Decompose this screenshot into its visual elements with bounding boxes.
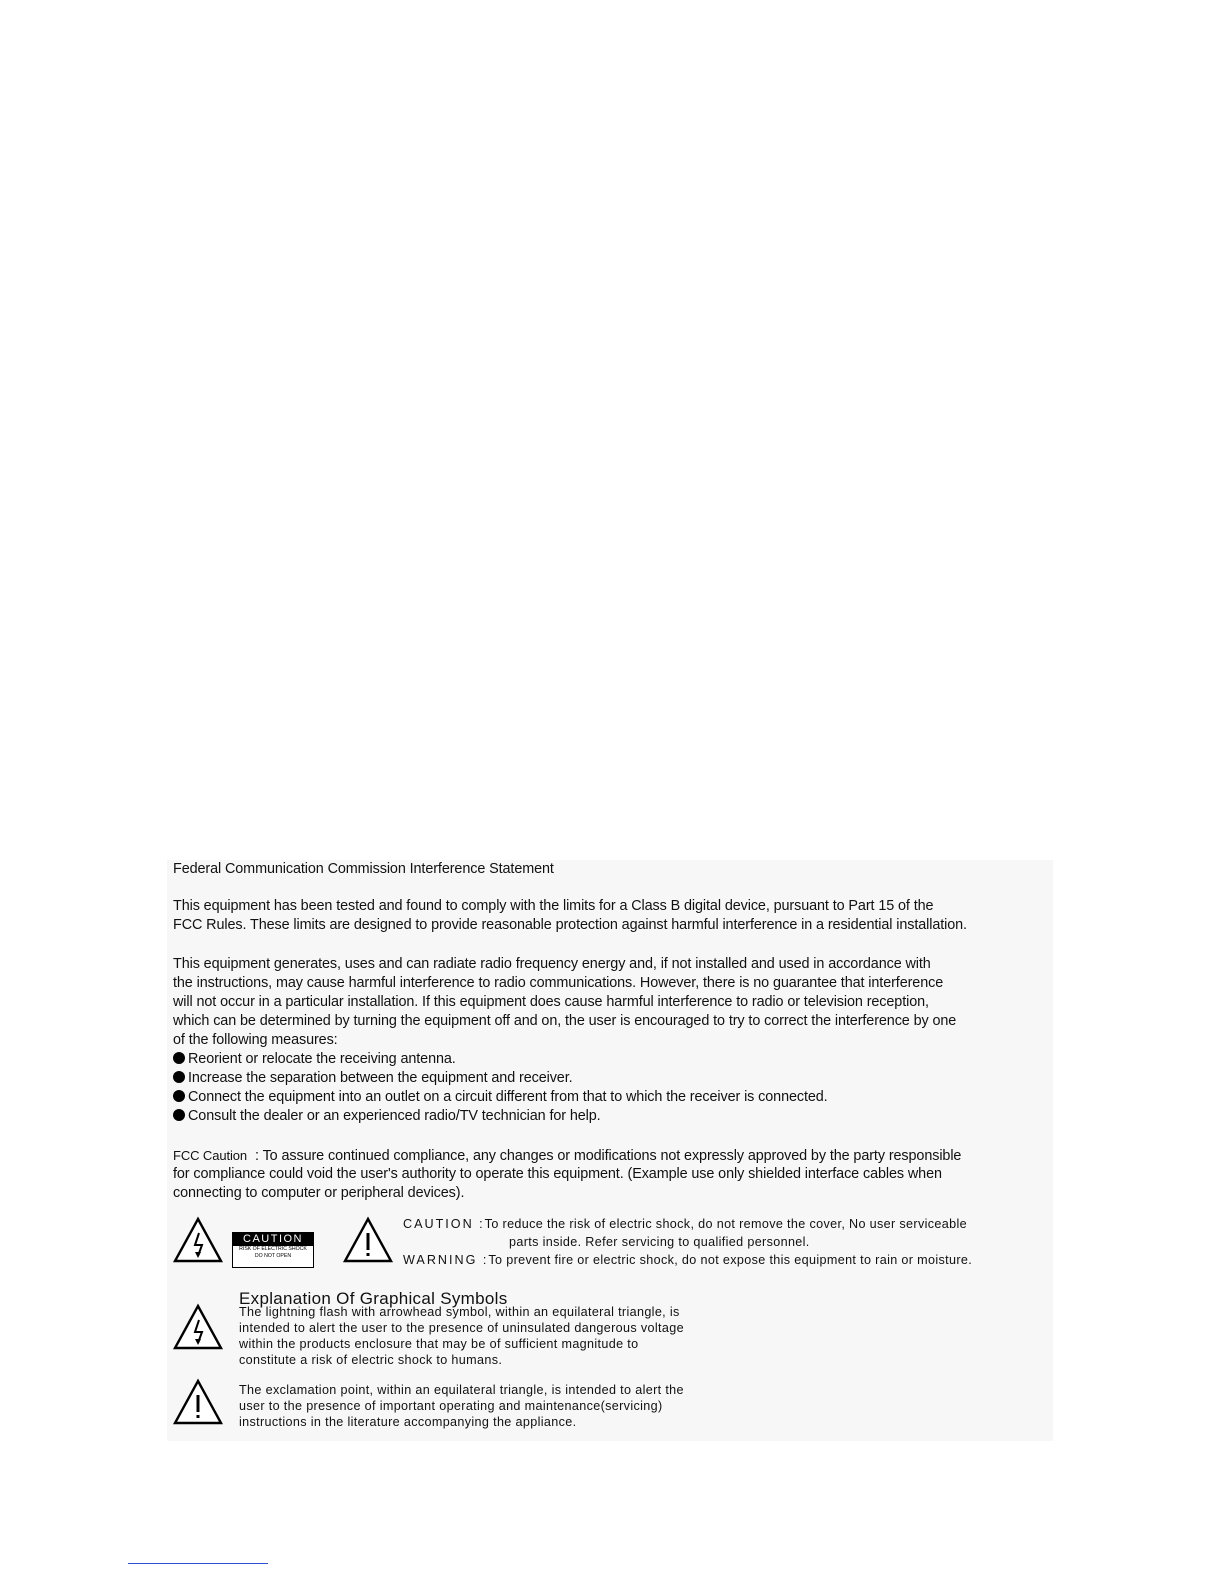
- bullet-icon: [173, 1052, 185, 1064]
- caution-line: CAUTION :To reduce the risk of electric shock, do not remove the cover, No user serviceable: [403, 1217, 967, 1231]
- lightning-triangle-icon: [172, 1303, 224, 1351]
- footer-rule: [128, 1563, 268, 1564]
- lightning-explanation-line: within the products enclosure that may be of sufficient magnitude to: [239, 1337, 639, 1351]
- warning-key: WARNING :: [403, 1253, 489, 1267]
- exclamation-explanation-line: instructions in the literature accompanying the appliance.: [239, 1415, 577, 1429]
- bullet-icon: [173, 1090, 185, 1102]
- exclamation-triangle-icon: [172, 1378, 224, 1426]
- warning-line: WARNING :To prevent fire or electric shock, do not expose this equipment to rain or moisture.: [403, 1253, 973, 1267]
- fcc-caution-line: FCC Caution : To assure continued compliance, any changes or modifications not expressly approved by the party responsible: [173, 1148, 962, 1164]
- fcc-caution-line: connecting to computer or peripheral devices).: [173, 1185, 465, 1201]
- lightning-explanation-line: constitute a risk of electric shock to humans.: [239, 1353, 503, 1367]
- exclamation-explanation-line: The exclamation point, within an equilateral triangle, is intended to alert the: [239, 1383, 684, 1397]
- measure-item: Consult the dealer or an experienced radio/TV technician for help.: [173, 1107, 601, 1126]
- caution-label-head: CAUTION: [233, 1233, 313, 1246]
- lightning-explanation-line: intended to alert the user to the presence of uninsulated dangerous voltage: [239, 1321, 684, 1335]
- fcc-caution-line: for compliance could void the user's authority to operate this equipment. (Example use only shielded interface cables when: [173, 1166, 942, 1182]
- para1-line: This equipment has been tested and found to comply with the limits for a Class B digital device, pursuant to Part 15 of the: [173, 898, 934, 914]
- caution-label-sub: DO NOT OPEN: [254, 1253, 292, 1259]
- fcc-caution-label: FCC Caution: [173, 1148, 248, 1163]
- measure-item: Increase the separation between the equipment and receiver.: [173, 1069, 573, 1088]
- lightning-triangle-icon: [172, 1216, 224, 1264]
- caution-key: CAUTION :: [403, 1217, 485, 1231]
- caution-label-sub: RISK OF ELECTRIC SHOCK: [239, 1246, 307, 1252]
- para2-line: will not occur in a particular installation. If this equipment does cause harmful interference to radio or television reception,: [173, 994, 929, 1010]
- exclamation-triangle-icon: [342, 1216, 394, 1264]
- exclamation-explanation-line: user to the presence of important operating and maintenance(servicing): [239, 1399, 663, 1413]
- caution-label-sticker: [232, 1232, 314, 1268]
- bullet-icon: [173, 1109, 185, 1121]
- measure-item: Connect the equipment into an outlet on a circuit different from that to which the receiver is connected.: [173, 1088, 828, 1107]
- para2-line: This equipment generates, uses and can radiate radio frequency energy and, if not installed and used in accordance with: [173, 956, 931, 972]
- caution-line: parts inside. Refer servicing to qualified personnel.: [509, 1235, 810, 1249]
- para1-line: FCC Rules. These limits are designed to provide reasonable protection against harmful interference in a residential installation.: [173, 917, 967, 933]
- symbols-title: Explanation Of Graphical Symbols: [239, 1289, 508, 1308]
- bullet-icon: [173, 1071, 185, 1083]
- para2-line: which can be determined by turning the equipment off and on, the user is encouraged to try to correct the interference by one: [173, 1013, 957, 1029]
- measure-item: Reorient or relocate the receiving antenna.: [173, 1050, 456, 1069]
- para2-line: the instructions, may cause harmful interference to radio communications. However, there is no guarantee that interference: [173, 975, 944, 991]
- lightning-explanation-line: The lightning flash with arrowhead symbol, within an equilateral triangle, is: [239, 1305, 680, 1319]
- statement-title: Federal Communication Commission Interference Statement: [173, 861, 554, 877]
- para2-line: of the following measures:: [173, 1032, 338, 1048]
